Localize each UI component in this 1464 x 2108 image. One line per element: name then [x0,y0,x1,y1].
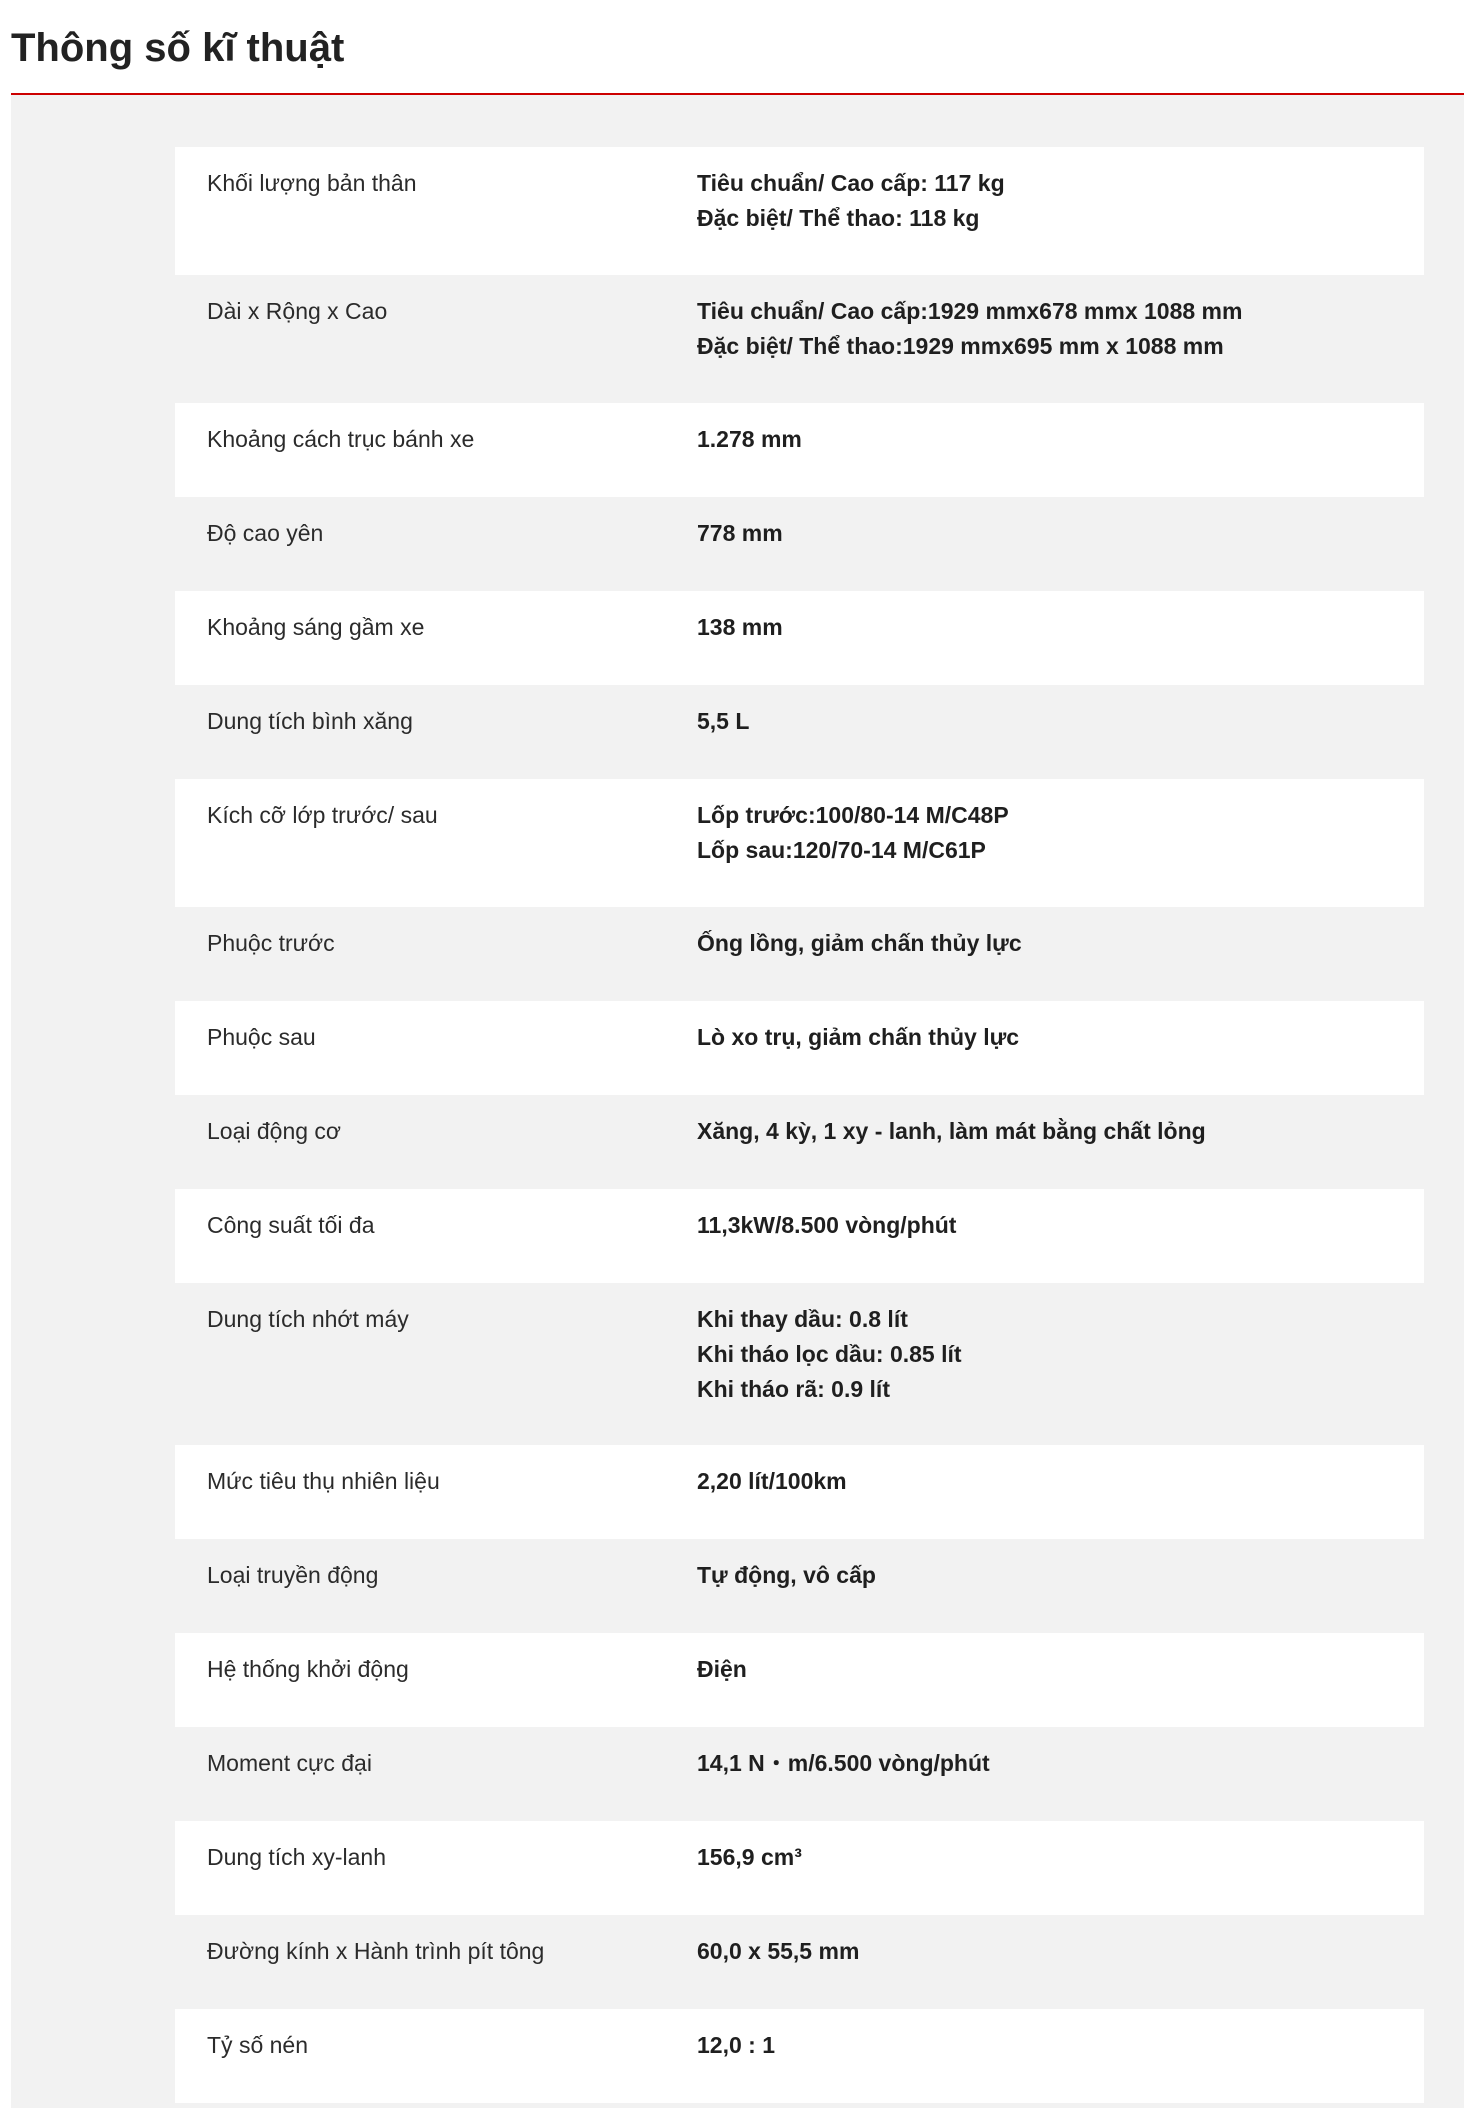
spec-label: Phuộc trước [207,930,335,956]
spec-value [697,1840,1424,1875]
spec-value [697,798,1424,868]
spec-row [175,1539,1424,1633]
spec-value [697,2028,1424,2063]
spec-value-line: 778 mm [697,520,783,546]
spec-value [697,1746,1424,1781]
spec-value-line: Lò xo trụ, giảm chấn thủy lực [697,1024,1020,1050]
spec-label: Khối lượng bản thân [207,170,417,196]
spec-value [697,294,1424,364]
spec-row [175,403,1424,497]
spec-value [697,1302,1424,1407]
spec-value-line: 1.278 mm [697,426,802,452]
spec-label: Mức tiêu thụ nhiên liệu [207,1468,440,1494]
spec-value-line: Tiêu chuẩn/ Cao cấp: 117 kg [697,170,1005,196]
spec-value [697,1464,1424,1499]
spec-label: Đường kính x Hành trình pít tông [207,1938,545,1964]
spec-value-line: Khi thay dầu: 0.8 lít [697,1306,908,1332]
spec-row [175,1095,1424,1189]
spec-label: Khoảng cách trục bánh xe [207,426,475,452]
spec-row [175,591,1424,685]
spec-value-line: Điện [697,1656,747,1682]
spec-value-line: Tự động, vô cấp [697,1562,876,1588]
spec-label: Dung tích nhớt máy [207,1306,409,1332]
spec-label: Khoảng sáng gầm xe [207,614,425,640]
spec-value-line: Xăng, 4 kỳ, 1 xy - lanh, làm mát bằng chất lỏng [697,1118,1206,1144]
spec-value-line: 156,9 cm³ [697,1844,802,1870]
spec-value [697,1558,1424,1593]
spec-value-line: 12,0 : 1 [697,2032,775,2058]
spec-row [175,779,1424,907]
spec-value [697,610,1424,645]
spec-row [175,1283,1424,1445]
spec-row [175,275,1424,403]
spec-value [697,1208,1424,1243]
spec-row [175,1445,1424,1539]
spec-label: Loại động cơ [207,1118,342,1144]
spec-label: Độ cao yên [207,520,324,546]
spec-value [697,704,1424,739]
spec-label: Dung tích xy-lanh [207,1844,386,1870]
spec-row [175,685,1424,779]
spec-value-line: 14,1 N・m/6.500 vòng/phút [697,1750,990,1776]
spec-value-line: Ống lồng, giảm chấn thủy lực [697,930,1022,956]
spec-value-line: 2,20 lít/100km [697,1468,847,1494]
spec-row [175,1189,1424,1283]
spec-value [697,516,1424,551]
spec-value-line: Đặc biệt/ Thể thao: 118 kg [697,205,980,231]
spec-label: Phuộc sau [207,1024,316,1050]
spec-row [175,907,1424,1001]
spec-value-line: Lốp sau:120/70-14 M/C61P [697,837,986,863]
spec-label: Loại truyền động [207,1562,379,1588]
spec-value [697,166,1424,236]
spec-value [697,422,1424,457]
spec-value-line: Khi tháo lọc dầu: 0.85 lít [697,1341,962,1367]
spec-value-line: Tiêu chuẩn/ Cao cấp:1929 mmx678 mmx 1088 mm [697,298,1243,324]
spec-value-line: 5,5 L [697,708,750,734]
spec-label: Kích cỡ lớp trước/ sau [207,802,438,828]
spec-value [697,1652,1424,1687]
spec-value [697,926,1424,961]
spec-value-line: Khi tháo rã: 0.9 lít [697,1376,890,1402]
spec-row [175,147,1424,275]
spec-label: Moment cực đại [207,1750,372,1776]
spec-row [175,497,1424,591]
spec-value [697,1020,1424,1055]
spec-label: Công suất tối đa [207,1212,375,1238]
spec-row [175,1633,1424,1727]
spec-value-line: Lốp trước:100/80-14 M/C48P [697,802,1009,828]
spec-row [175,2009,1424,2103]
spec-label: Dung tích bình xăng [207,708,413,734]
spec-label: Hệ thống khởi động [207,1656,409,1682]
spec-row [175,1821,1424,1915]
spec-row [175,1001,1424,1095]
spec-value-line: 138 mm [697,614,783,640]
spec-value-line: Đặc biệt/ Thể thao:1929 mmx695 mm x 1088 mm [697,333,1224,359]
page-title: Thông số kĩ thuật [11,26,345,70]
spec-row [175,1727,1424,1821]
spec-label: Dài x Rộng x Cao [207,298,388,324]
spec-row [175,1915,1424,2009]
spec-label: Tỷ số nén [207,2032,308,2058]
spec-value [697,1934,1424,1969]
spec-value [697,1114,1424,1149]
spec-value-line: 60,0 x 55,5 mm [697,1938,860,1964]
spec-value-line: 11,3kW/8.500 vòng/phút [697,1212,957,1238]
spec-table [175,147,1424,2103]
